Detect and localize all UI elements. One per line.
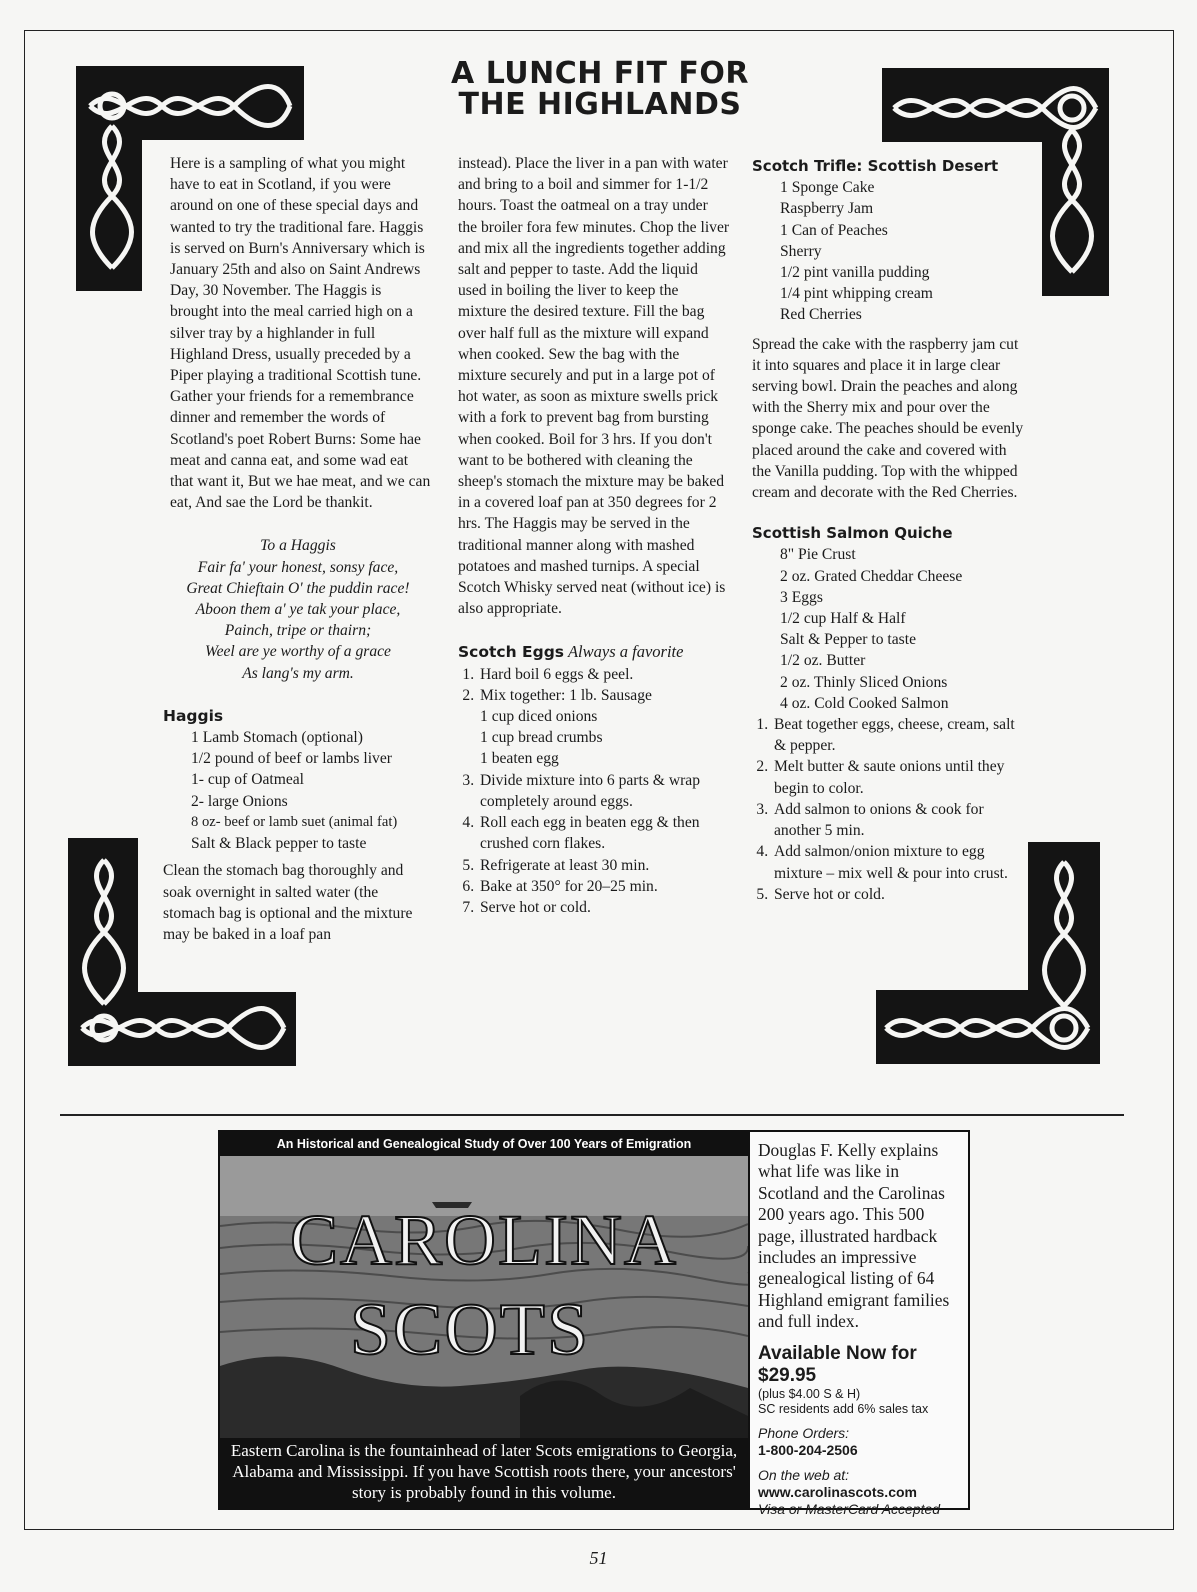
- article-title: [330, 58, 870, 120]
- ad-text-panel: [748, 1132, 968, 1517]
- step: 4. Add salmon/onion mixture to egg mixture – mix well & pour into crust.: [772, 841, 1024, 883]
- haggis-method-part1: Clean the stomach bag thoroughly and soak overnight in salted water (the stomach bag is optional and the mixture may be baked in a loaf pan: [163, 862, 413, 943]
- step-item: 1 cup diced onions: [480, 708, 598, 726]
- seascape-illustration: [220, 1156, 748, 1438]
- step-text: Mix together: 1 lb. Sausage: [480, 686, 652, 704]
- scotch-eggs-note: Always a favorite: [567, 642, 684, 662]
- ingredient: 1/2 pound of beef or lambs liver: [191, 750, 392, 768]
- ingredient: Raspberry Jam: [780, 200, 874, 218]
- ingredient: 1- cup of Oatmeal: [191, 771, 305, 789]
- ad-description: Douglas F. Kelly explains what life was like in Scotland and the Carolinas 200 years ago. This 500 page, illustrated hardback includes an impressive genealogical listing of 64 Highland emigrant families and full index.: [758, 1140, 950, 1332]
- ad-shipping: (plus $4.00 S & H): [758, 1386, 861, 1401]
- step-item: 1 beaten egg: [480, 750, 559, 768]
- poem-line: Weel are ye worthy of a grace: [205, 643, 391, 661]
- ingredient: 1/4 pint whipping cream: [780, 285, 933, 303]
- title-line-2: THE HIGHLANDS: [458, 87, 742, 122]
- intro-paragraph: Here is a sampling of what you might have to eat in Scotland, if you were around on one of these special days and wanted to try the traditional fare. Haggis is served on Burn's Anniversary which is January 25th and also on Saint Andrews Day, 30 November. The Haggis is brought into the meal carried high on a silver tray by a highlander in full Highland Dress, usually preceded by a Piper playing a traditional Scottish tune. Gather your friends for a remembrance dinner and remember the words of Scotland's poet Robert Burns: Some hae meat and canna eat, and some wad eat that want it, But we hae meat, and we can eat, And sae the Lord be thankit.: [170, 155, 431, 512]
- book-advertisement: [218, 1130, 970, 1517]
- haggis-method-part2: instead). Place the liver in a pan with water and bring to a boil and simmer for 1-1/2 hours. Toast the oatmeal on a tray under the broiler fora few minutes. Chop the liver and mix all the ingredients together adding salt and pepper to taste. Add the liquid used in boiling the liver to keep the mixture the desired texture. Fill the bag over half full as the mixture will expand when cooked. Sew the bag with the mixture securely and put in a large pot of hot water, as soon as mixture swells prick with a fork to prevent bag from bursting when cooked. Boil for 3 hrs. If you don't want to be bothered with cleaning the sheep's stomach the mixture may be baked in a covered loaf pan at 350 degrees for 2 hrs. The Haggis may be served in the traditional manner along with mashed potatoes and mashed turnips. A special Scotch Whisky served neat (without ice) is also appropriate.: [458, 155, 730, 618]
- step: 4. Roll each egg in beaten egg & then crushed corn flakes.: [478, 812, 730, 854]
- book-title-scots: SCOTS: [349, 1289, 591, 1371]
- quiche-heading: Scottish Salmon Quiche: [752, 524, 953, 543]
- ingredient: 2 oz. Thinly Sliced Onions: [780, 673, 948, 691]
- ingredient: 2 oz. Grated Cheddar Cheese: [780, 567, 963, 585]
- step: 3. Divide mixture into 6 parts & wrap completely around eggs.: [478, 770, 730, 812]
- ingredient: Salt & Black pepper to taste: [191, 835, 367, 853]
- ad-price: Available Now for $29.95: [758, 1342, 917, 1386]
- ad-tax: SC residents add 6% sales tax: [758, 1401, 929, 1416]
- ad-banner: An Historical and Genealogical Study of Over 100 Years of Emigration: [276, 1137, 692, 1151]
- web-label: On the web at:: [758, 1466, 850, 1483]
- ad-caption: Eastern Carolina is the fountainhead of later Scots emigrations to Georgia, Alabama and Mississippi. If you have Scottish roots there, your ancestors' story is probably found in this volume.: [230, 1441, 738, 1502]
- step: 2. Melt butter & saute onions until they begin to color.: [772, 756, 1024, 798]
- ingredient: 8 oz- beef or lamb suet (animal fat): [191, 813, 398, 830]
- ingredient: 1 Lamb Stomach (optional): [191, 729, 363, 747]
- step: 1. Beat together eggs, cheese, cream, salt & pepper.: [772, 714, 1024, 756]
- ingredient: 1/2 oz. Butter: [780, 652, 866, 670]
- poem-line: Great Chieftain O' the puddin race!: [186, 579, 410, 597]
- ingredient: 4 oz. Cold Cooked Salmon: [780, 694, 949, 712]
- poem-line: Painch, tripe or thairn;: [224, 622, 372, 640]
- step: 5. Serve hot or cold.: [772, 884, 1024, 905]
- ingredient: 1/2 cup Half & Half: [780, 610, 906, 628]
- phone-label: Phone Orders:: [758, 1424, 850, 1441]
- poem-line: As lang's my arm.: [242, 664, 354, 682]
- haggis-ingredients: [163, 727, 433, 854]
- scotch-eggs-steps: [458, 664, 730, 918]
- step: 7. Serve hot or cold.: [478, 897, 730, 918]
- title-line-1: A LUNCH FIT FOR: [451, 56, 749, 91]
- ingredient: Salt & Pepper to taste: [780, 631, 916, 649]
- column-2: [458, 153, 730, 918]
- step: 5. Refrigerate at least 30 min.: [478, 855, 730, 876]
- poem-line: Fair fa' your honest, sonsy face,: [197, 558, 399, 576]
- trifle-method: Spread the cake with the raspberry jam cut it into squares and place it in large clear serving bowl. Drain the peaches and along with the Sherry mix and pour over the sponge cake. The peaches should be evenly placed around the cake and covered with the Vanilla pudding. Top with the whipped cream and decorate with the Red Cherries.: [752, 335, 1024, 502]
- poem-line: Aboon them a' ye tak your place,: [195, 601, 401, 619]
- scotch-eggs-heading: [458, 641, 730, 663]
- poem: [163, 535, 433, 683]
- column-1: [163, 153, 433, 945]
- scotch-eggs-title: Scotch Eggs: [458, 643, 565, 662]
- ingredient: 2- large Onions: [191, 792, 288, 810]
- page-number: 51: [589, 1548, 608, 1568]
- website-link[interactable]: www.carolinascots.com: [758, 1483, 917, 1500]
- ad-image-panel: [220, 1132, 748, 1508]
- step: [478, 685, 730, 770]
- ingredient: 1/2 pint vanilla pudding: [780, 264, 930, 282]
- ingredient: 8" Pie Crust: [780, 546, 856, 564]
- quiche-steps: [752, 714, 1024, 905]
- ingredient: 3 Eggs: [780, 588, 823, 606]
- step-item: 1 cup bread crumbs: [480, 729, 603, 747]
- ingredient: 1 Can of Peaches: [780, 221, 888, 239]
- column-3: [752, 156, 1024, 905]
- step: 1. Hard boil 6 eggs & peel.: [478, 664, 730, 685]
- trifle-ingredients: [752, 177, 1024, 325]
- ingredient: 1 Sponge Cake: [780, 179, 875, 197]
- haggis-heading: Haggis: [163, 706, 224, 725]
- phone-number: 1-800-204-2506: [758, 1441, 858, 1458]
- poem-line: To a Haggis: [260, 537, 336, 555]
- section-divider: [60, 1114, 1124, 1116]
- step: 6. Bake at 350° for 20–25 min.: [478, 876, 730, 897]
- step: 3. Add salmon to onions & cook for another 5 min.: [772, 799, 1024, 841]
- ingredient: Sherry: [780, 242, 822, 260]
- book-title-carolina: CAROLINA: [290, 1200, 678, 1280]
- quiche-ingredients: [752, 544, 1024, 714]
- trifle-heading: Scotch Trifle: Scottish Desert: [752, 157, 999, 175]
- cards-accepted: Visa or MasterCard Accepted: [758, 1500, 941, 1517]
- ingredient: Red Cherries: [780, 306, 862, 324]
